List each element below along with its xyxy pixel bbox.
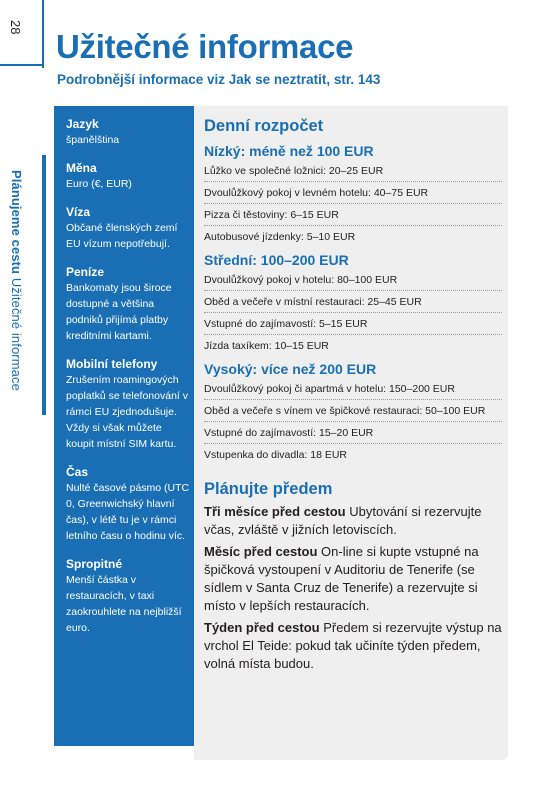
info-list — [66, 116, 190, 648]
info-item — [66, 356, 190, 452]
plan-paragraph — [204, 543, 502, 615]
info-text: Občané členských zemí EU vízum nepotřebují. — [66, 222, 178, 250]
plan-paragraph-text: Předem si rezervujte výstup na vrchol El Teide: pokud tak učiníte týden předem, volná místa budou. — [204, 620, 502, 671]
chapter-tab-section: Plánujeme cestu — [9, 170, 24, 275]
info-item — [66, 464, 190, 544]
budget-line-item: Jízda taxíkem: 10–15 EUR — [204, 340, 329, 352]
info-text: Zrušením roamingových poplatků se telefonování v rámci EU zjednodušuje. Vždy si však můžete koupit místní SIM kartu. — [66, 374, 189, 450]
info-text: španělština — [66, 134, 120, 146]
info-label: Mobilní telefony — [66, 357, 158, 371]
budget-line-item: Dvoulůžkový pokoj v levném hotelu: 40–75 EUR — [204, 182, 502, 204]
budget-line-item: Dvoulůžkový pokoj v hotelu: 80–100 EUR — [204, 269, 502, 291]
budget-tier-heading: Střední: 100–200 EUR — [204, 252, 349, 268]
budget-line-item: Pizza či těstoviny: 6–15 EUR — [204, 204, 502, 226]
page-title: Užitečné informace — [56, 28, 354, 65]
budget-tiers — [204, 142, 502, 465]
page-margin — [0, 0, 47, 785]
plan-heading: Plánujte předem — [204, 480, 333, 498]
budget-tier-heading: Nízký: méně než 100 EUR — [204, 143, 374, 159]
info-item — [66, 160, 190, 192]
chapter-tab-marker — [42, 155, 46, 415]
plan-paragraph-text: On-line si kupte vstupné na špičková vystoupení v Auditoriu de Tenerife (se sídlem v Santa Cruz de Tenerife) a rezervujte si místo v lepších restauracích. — [204, 544, 479, 613]
plan-paragraph-lead: Měsíc před cestou — [204, 544, 318, 559]
budget-panel — [194, 106, 508, 760]
info-text: Euro (€, EUR) — [66, 178, 132, 190]
info-text: Menší částka v restauracích, v taxi zaokrouhlete na nejbližší euro. — [66, 574, 182, 634]
plan-paragraph-lead: Týden před cestou — [204, 620, 320, 635]
budget-line-item: Vstupné do zajímavostí: 15–20 EUR — [204, 422, 502, 444]
info-label: Měna — [66, 161, 97, 175]
plan-paragraph — [204, 619, 502, 673]
budget-line-item: Oběd a večeře s vínem ve špičkové restauraci: 50–100 EUR — [204, 400, 502, 422]
page-subtitle: Podrobnější informace viz Jak se neztratit, str. 143 — [57, 72, 381, 87]
info-label: Peníze — [66, 265, 105, 279]
budget-heading: Denní rozpočet — [204, 117, 324, 135]
info-item — [66, 264, 190, 344]
info-column — [54, 106, 194, 746]
budget-tier-list — [204, 160, 502, 247]
chapter-tab[interactable] — [9, 170, 24, 391]
budget-line-item: Vstupné do zajímavostí: 5–15 EUR — [204, 313, 502, 335]
budget-panel-content — [204, 116, 502, 677]
budget-line-item: Oběd a večeře v místní restauraci: 25–45 EUR — [204, 291, 502, 313]
info-text: Nulté časové pásmo (UTC 0, Greenwichský hlavní čas), v létě tu je v rámci letního času o hodinu víc. — [66, 482, 190, 542]
budget-line-item: Lůžko ve společné ložnici: 20–25 EUR — [204, 160, 502, 182]
info-text: Bankomaty jsou široce dostupné a většina podniků přijímá platby kreditními kartami. — [66, 282, 172, 342]
plan-paragraph-text: Ubytování si rezervujte včas, zvláště v jižních letoviscích. — [204, 504, 482, 537]
info-label: Čas — [66, 465, 89, 479]
margin-rule-horizontal — [0, 64, 44, 66]
info-label: Jazyk — [66, 117, 99, 131]
info-item — [66, 116, 190, 148]
budget-line-item: Dvoulůžkový pokoj či apartmá v hotelu: 150–200 EUR — [204, 378, 502, 400]
plan-paragraphs — [204, 503, 502, 673]
budget-line-item: Vstupenka do divadla: 18 EUR — [204, 449, 348, 461]
info-item — [66, 204, 190, 252]
budget-line-item: Autobusové jízdenky: 5–10 EUR — [204, 231, 356, 243]
chapter-tab-subsection: Užitečné informace — [9, 277, 24, 391]
plan-paragraph-lead: Tři měsíce před cestou — [204, 504, 346, 519]
info-item — [66, 556, 190, 636]
page-number: 28 — [8, 20, 23, 35]
budget-tier-list — [204, 378, 502, 465]
plan-paragraph — [204, 503, 502, 539]
margin-rule-vertical — [42, 0, 44, 68]
info-label: Víza — [66, 205, 91, 219]
budget-tier-list — [204, 269, 502, 356]
info-label: Spropitné — [66, 557, 122, 571]
budget-tier-heading: Vysoký: více než 200 EUR — [204, 361, 377, 377]
